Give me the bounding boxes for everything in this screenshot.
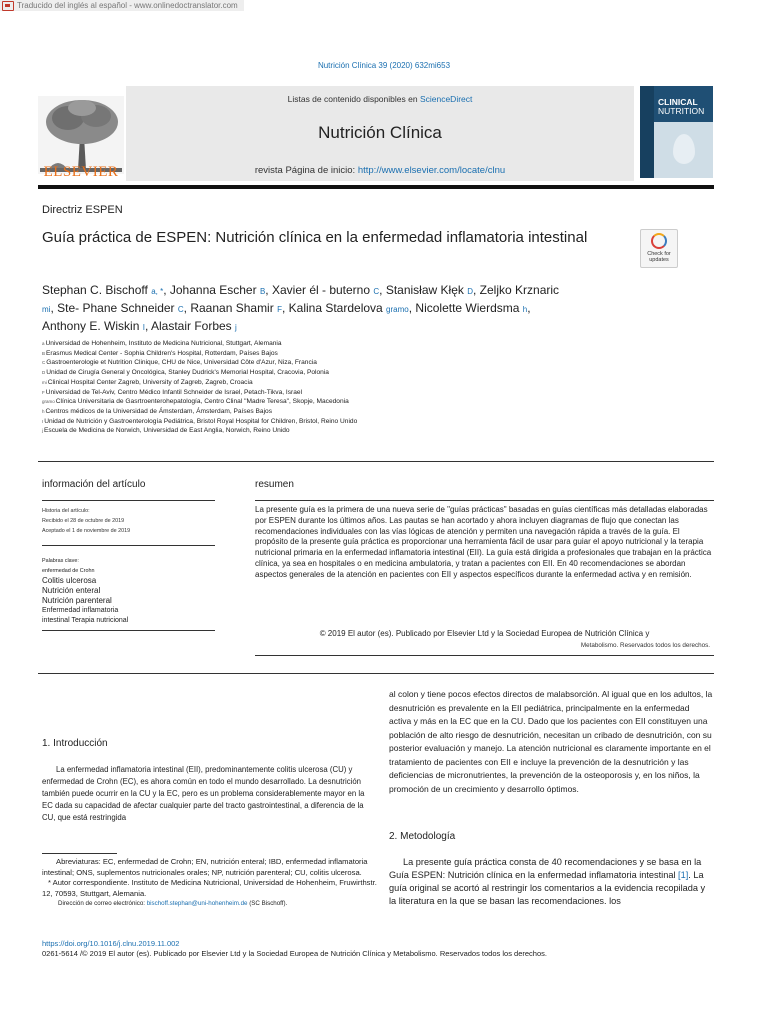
author-affiliation-mark[interactable]: gramo [386,305,409,314]
intro-paragraph: La enfermedad inflamatoria intestinal (EII), predominantemente colitis ulcerosa (CU) y enfermedad de Crohn (EC), es ahora común en todo el mundo desarrollado. La desnutrición también puede ocurrir en la CU y la EC, pero es un problema considerablemente mayor en la EC dada su capacidad de afectar cualquier parte del tracto gastrointestinal, a diferencia de la CU, que está restringida [42,765,365,822]
abbreviations-note: Abreviaturas: EC, enfermedad de Crohn; EN, nutrición enteral; IBD, enfermedad inflamatoria intestinal; ONS, suplementos nutricionales orales; NP, nutrición parenteral; CU, colitis ulcerosa. [42,857,368,877]
methodology-text: La presente guía práctica consta de 40 recomendaciones y se basa en la Guía ESPEN: Nutrición clínica en la enfermedad inflamatoria intestinal [389,857,702,880]
abstract-text: La presente guía es la primera de una nueva serie de "guías prácticas" basadas en guías científicas más detalladas elaboradas por ESPEN durante los últimos años. Las pautas se han acortado y ahora incluyen diagramas de flujo que conectan las recomendaciones individuales con las vías lógicas de atención y permiten una navegación rápida a través de la guía. El propósito de la presente guía práctica es proporcionar una herramienta fácil de usar para guiar el apoyo nutricional y la terapia nutricional primaria en la enfermedad inflamatoria intestinal (EII). La guía está dirigida a profesionales que trabajan en la práctica clínica, ya sea en hospitales o en medicina ambulatoria, y tratan a pacientes con EII. En 40 recomendaciones se abordan aspectos generales de la atención en pacientes con EII y aspectos específicos durante la enfermedad activa y en remisión. [255,505,712,579]
journal-cover[interactable] [640,86,713,178]
section-rule [38,461,714,462]
keyword: enfermedad de Crohn [42,568,95,574]
email-prefix: Dirección de correo electrónico: [58,900,147,907]
affiliation-list [42,339,712,436]
body-rule [38,673,714,674]
affiliation-item [42,339,712,349]
affiliation-key: gramo [42,399,55,405]
keyword: Nutrición parenteral [42,596,112,605]
article-type: Directriz ESPEN [42,204,123,216]
received-date: Recibido el 28 de octubre de 2019 [42,518,125,524]
section-heading: 2. Metodología [389,831,456,842]
affiliation-text: Centros médicos de la Universidad de Ámsterdam, Ámsterdam, Países Bajos [45,407,272,415]
keyword: Nutrición enteral [42,586,101,595]
affiliation-key: h [42,408,45,414]
info-rule [42,545,215,546]
author-name: Stephan C. Bischoff [42,283,148,297]
intro-paragraph-continued: al colon y tiene pocos efectos directos de malabsorción. Al igual que en los adultos, la desnutrición es prevalente en la EII pediátrica, principalmente en la enfermedad activa y más en la EC que en la CU. Dado que los pacientes con EII constituyen una población de alto riesgo de desnutrición, necesitan un cribado de desnutrición, con su posterior evaluación y manejo. La atención nutricional es claramente importante en el tratamiento de pacientes con EII e incluye la prevención de la desnutrición y las deficiencias de micronutrientes, la prevención de la osteoporosis y, en los niños, la promoción de un crecimiento y desarrollo óptimos. [389,689,713,794]
author-affiliation-mark[interactable]: j [235,323,237,332]
email-suffix: (SC Bischoff). [247,900,288,907]
affiliation-item [42,358,712,368]
affiliation-item [42,397,712,407]
author-list: Stephan C. Bischoff a, *, Johanna Escher B, Xavier él - buterno C, Stanisław Kłęk D, Zeljko Krznaric mi, Ste- Phane Schneider C, Raanan Shamir F, Kalina Stardelova gramo, Nicolette Wierdsma h, Anthony E. Wiskin I, Alastair Forbes j [42,283,560,333]
author-name: Kalina Stardelova [288,301,383,315]
affiliation-text: Universidad de Hohenheim, Instituto de Medicina Nutricional, Stuttgart, Alemania [45,340,282,347]
affiliation-item [42,417,712,427]
affiliation-key: j [42,428,43,434]
affiliation-key: B [42,350,46,356]
check-updates-icon [651,233,667,249]
document-translate-icon [2,1,14,11]
history-label: Historia del artículo: [42,508,90,514]
info-rule [42,500,215,501]
author-name: Raanan Shamir [190,301,274,315]
email-note [42,899,382,910]
article-info-heading: información del artículo [42,479,146,490]
cover-title-2: NUTRITION [658,106,705,116]
author-affiliation-mark[interactable]: h [522,305,528,314]
affiliation-text: Escuela de Medicina de Norwich, Universidad de East Anglia, Norwich, Reino Unido [44,427,290,435]
sciencedirect-link[interactable]: ScienceDirect [419,94,473,104]
abstract-heading: resumen [255,479,294,490]
accepted-date: Aceptado el 1 de noviembre de 2019 [42,528,131,534]
affiliation-item [42,388,712,398]
journal-title: Nutrición Clínica [318,123,442,142]
author-affiliation-mark[interactable]: B [259,287,266,296]
keywords-label: Palabras clave: [42,558,79,564]
check-updates-label: Check for updates [647,251,671,263]
elsevier-wordmark: ELSEVIER [43,164,119,180]
author-affiliation-mark[interactable]: F [277,305,282,314]
author-name: Alastair Forbes [150,319,232,333]
affiliation-item [42,407,712,417]
check-for-updates-button[interactable] [640,229,678,268]
affiliation-text: Universidad de Tel-Aviv, Centro Médico Infantil Schneider de Israel, Petach-Tikva, Israel [45,388,303,396]
article-title: Guía práctica de ESPEN: Nutrición clínica en la enfermedad inflamatoria intestinal [42,229,588,246]
header-rule [38,185,714,189]
abstract-copyright: © 2019 El autor (es). Publicado por Elsevier Ltd y la Sociedad Europea de Nutrición Clínica y [319,629,650,638]
affiliation-key: I [42,418,44,424]
keyword: Colitis ulcerosa [42,576,97,585]
affiliation-item [42,426,712,436]
corresponding-author-note: * Autor correspondiente. Instituto de Medicina Nutricional, Universidad de Hohenheim, Fruwirthstr. 12, 70593, Stuttgart, Alemania. [42,878,377,898]
cover-title-1: CLINICAL [658,97,698,107]
available-prefix: Listas de contenido disponibles en [287,94,420,104]
author-affiliation-mark[interactable]: a, * [151,287,164,296]
affiliation-key: C [42,360,46,366]
affiliation-text: Unidad de Cirugía General y Oncológica, Stanley Dudrick's Memorial Hospital, Cracovia, Polonia [46,369,329,377]
affiliation-item [42,368,712,378]
journal-homepage [126,165,634,176]
author-affiliation-mark[interactable]: D [467,287,473,296]
article-history [42,506,214,536]
affiliation-text: Erasmus Medical Center - Sophia Children's Hospital, Rotterdam, Países Bajos [46,349,278,357]
author-name: Nicolette Wierdsma [415,301,520,315]
affiliation-text: Unidad de Nutrición y Gastroenterología Pediátrica, Bristol Royal Hospital for Children, Bristol, Reino Unido [44,417,358,425]
keyword: Enfermedad inflamatoria [42,607,119,614]
cover-drop-icon [673,134,695,164]
issn-line: 0261-5614 /© 2019 El autor (es). Publicado por Elsevier Ltd y la Sociedad Europea de Nutrición Clínica y Metabolismo. Reservados todos los derechos. [42,949,547,958]
author-affiliation-mark[interactable]: C [177,305,184,314]
abstract-copyright-rights: Metabolismo. Reservados todos los derechos. [580,642,710,649]
abstract-rule [255,500,714,501]
info-rule [42,630,215,631]
author-name: Stanisław Kłęk [385,283,464,297]
journal-citation: Nutrición Clínica 39 (2020) 632mi653 [317,61,451,70]
methodology-paragraph [389,856,714,908]
abstract-rule [255,655,714,656]
affiliation-item [42,349,712,359]
affiliation-key: mi [42,379,47,385]
email-link[interactable]: bischoff.stephan@uni-hohenheim.de [146,900,248,907]
affiliation-text: Gastroenterologie et Nutrition Clinique, CHU de Nice, Universidad Côte d'Azur, Niza, Francia [46,359,317,367]
reference-link[interactable]: [1] [678,870,689,880]
banner-text: Traducido del inglés al español - www.onlinedoctranslator.com [17,1,238,10]
affiliation-text: Clínica Universitaria de Gasrtroenterohepatología, Centro Clinal "Madre Teresa", Skopje, Macedonia [55,398,349,406]
affiliation-key: F [42,389,45,395]
affiliation-key: D [42,370,46,376]
author-name: Zeljko Krznaric [479,283,560,297]
keyword: intestinal Terapia nutricional [42,617,129,624]
author-name: Ste- Phane Schneider [57,301,175,315]
author-affiliation-mark[interactable]: I [142,323,145,332]
affiliation-key: a [42,341,45,346]
doi-link[interactable]: https://doi.org/10.1016/j.clnu.2019.11.002 [42,939,180,948]
author-name: Johanna Escher [169,283,257,297]
affiliation-item [42,378,712,388]
author-affiliation-mark[interactable]: mi [42,305,51,314]
section-heading: 1. Introducción [42,738,108,749]
author-name: Xavier él - buterno [271,283,371,297]
homepage-link[interactable]: http://www.elsevier.com/locate/clnu [357,165,506,176]
footnote-rule [42,853,117,854]
footnotes [42,857,382,910]
cover-strip [640,86,654,178]
affiliation-text: Clinical Hospital Center Zagreb, University of Zagreb, Zagreb, Croacia [47,378,253,386]
homepage-prefix: revista Página de inicio: [254,165,358,176]
translator-banner[interactable] [0,0,244,11]
contents-available [126,94,634,104]
methodology-text: . La guía original se acortó al restringir los comentarios a la evidencia recopilada y la literatura en la que se basan las recomendaciones. los [389,870,706,906]
keywords [42,556,214,626]
author-affiliation-mark[interactable]: C [373,287,380,296]
author-name: Anthony E. Wiskin [42,319,140,333]
